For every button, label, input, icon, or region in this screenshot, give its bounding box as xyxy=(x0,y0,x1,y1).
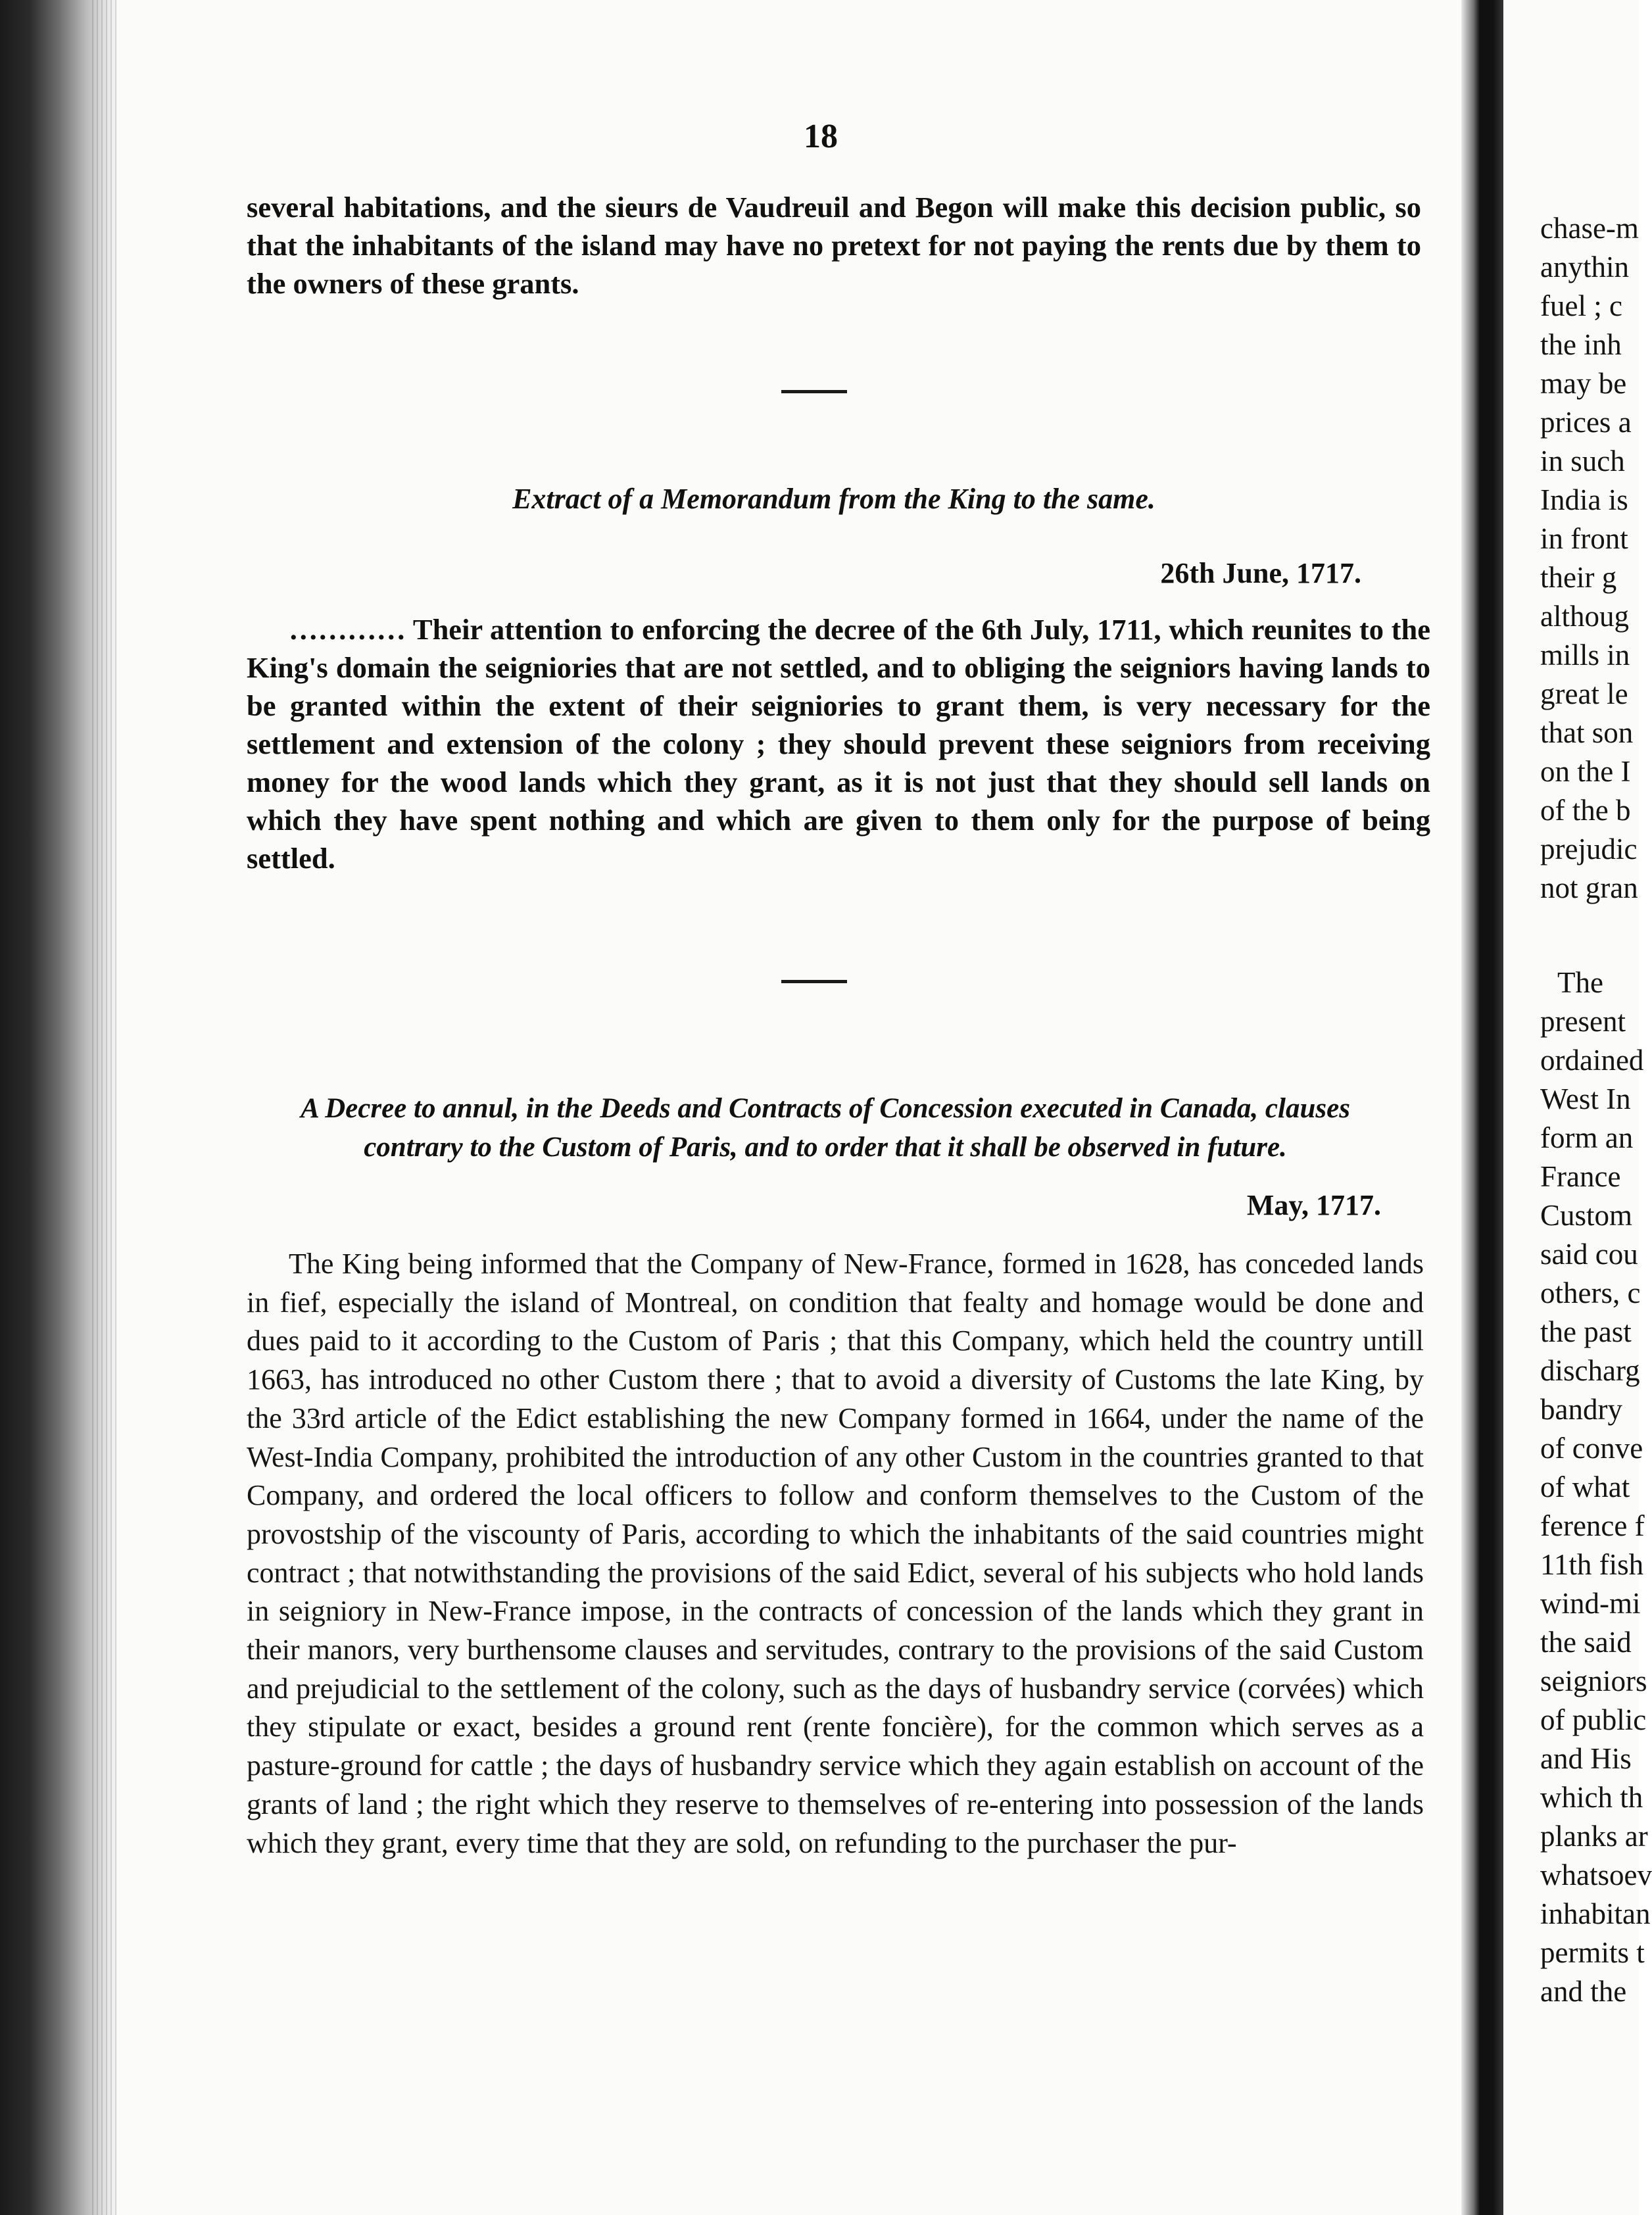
facing-page-line: of public xyxy=(1540,1703,1647,1736)
page-edges xyxy=(92,0,118,2215)
facing-page-line: fuel ; c xyxy=(1540,289,1622,322)
facing-page-line: not gran xyxy=(1540,871,1638,904)
facing-page-line: ordained xyxy=(1540,1044,1644,1077)
page-number: 18 xyxy=(804,118,838,155)
facing-page-line: the said xyxy=(1540,1626,1632,1659)
facing-page-line: permits t xyxy=(1540,1936,1645,1969)
facing-page-line: 11th fish xyxy=(1540,1548,1644,1581)
section-divider-1 xyxy=(781,390,847,393)
section1-date: 26th June, 1717. xyxy=(1160,557,1361,589)
section2-heading-line2: contrary to the Custom of Paris, and to order that it shall be observed in future. xyxy=(364,1132,1287,1163)
facing-page-line: prejudic xyxy=(1540,833,1638,865)
facing-page-line: bandry xyxy=(1540,1393,1622,1426)
facing-page-line: on the I xyxy=(1540,755,1631,788)
facing-page-line: in such xyxy=(1540,445,1625,477)
facing-page-line: great le xyxy=(1540,677,1628,710)
facing-page-line: Custom xyxy=(1540,1199,1633,1232)
facing-page-line: said cou xyxy=(1540,1238,1638,1271)
facing-page-line: The xyxy=(1557,966,1603,999)
facing-page-line: chase-m xyxy=(1540,212,1639,245)
facing-page-line: and His xyxy=(1540,1742,1632,1775)
facing-page-line: may be xyxy=(1540,367,1627,400)
facing-page-line: form an xyxy=(1540,1121,1634,1154)
facing-page-line: mills in xyxy=(1540,639,1630,671)
book-gutter xyxy=(1461,0,1503,2215)
facing-page-line: India is xyxy=(1540,483,1628,516)
facing-page-line: anythin xyxy=(1540,251,1629,283)
facing-page-line: planks ar xyxy=(1540,1820,1648,1853)
facing-page-line: althoug xyxy=(1540,600,1629,633)
section1-body xyxy=(247,610,1430,877)
facing-page-line: whatsoev xyxy=(1540,1859,1652,1891)
facing-page xyxy=(1503,0,1652,2215)
facing-page-line: of what xyxy=(1540,1471,1630,1503)
facing-page-line: France xyxy=(1540,1160,1621,1193)
facing-page-line: present xyxy=(1540,1005,1626,1038)
facing-page-line: the past xyxy=(1540,1315,1632,1348)
facing-page-line: inhabitan xyxy=(1540,1897,1651,1930)
facing-page-line: ference f xyxy=(1540,1509,1645,1542)
section2-body xyxy=(247,1245,1424,1862)
facing-page-line: of conve xyxy=(1540,1432,1643,1465)
facing-page-line: in front xyxy=(1540,522,1628,555)
section1-text: ………… Their attention to enforcing the decree of the 6th July, 1711, which reunites to the King's domain the seigniories that are not settled, and to obliging the seigniors having lands to be granted within the extent of their seigniories to grant them, is very necessary for the settlement and extension of the colony ; they should prevent these seigniors from receiving money for the wood lands which they grant, as it is not just that they should sell lands on which they have spent nothing and which are given to them only for the purpose of being settled. xyxy=(247,613,1430,875)
continuation-paragraph xyxy=(247,188,1421,303)
section1-heading: Extract of a Memorandum from the King to the same. xyxy=(512,483,1155,515)
facing-page-line: of the b xyxy=(1540,794,1631,827)
continuation-text: several habitations, and the sieurs de Vaudreuil and Begon will make this decision public, so that the inhabitants of the island may have no pretext for not paying the rents due by them to the owners of these grants. xyxy=(247,191,1421,300)
facing-page-line: their g xyxy=(1540,561,1617,594)
facing-page-line: which th xyxy=(1540,1781,1643,1814)
section-divider-2 xyxy=(781,980,847,983)
facing-page-line: and the xyxy=(1540,1975,1627,2008)
facing-page-line: that son xyxy=(1540,716,1634,749)
facing-page-line: the inh xyxy=(1540,328,1622,361)
facing-page-line: prices a xyxy=(1540,406,1632,439)
facing-page-line: discharg xyxy=(1540,1354,1640,1387)
section2-heading-line1: A Decree to annul, in the Deeds and Contracts of Concession executed in Canada, clauses xyxy=(301,1093,1350,1124)
facing-page-line: others, c xyxy=(1540,1277,1641,1309)
section2-date: May, 1717. xyxy=(1246,1189,1381,1221)
section2-text: The King being informed that the Company of New-France, formed in 1628, has conceded lands in fief, especially the island of Montreal, on condition that fealty and homage would be done and dues paid to it according to the Custom of Paris ; that this Company, which held the country untill 1663, has introduced no other Custom there ; that to avoid a diversity of Customs the late King, by the 33rd article of the Edict establishing the new Company formed in 1664, under the name of the West-India Company, prohibited the introduction of any other Custom in the countries granted to that Company, and ordered the local officers to follow and conform themselves to the Custom of the provostship of the viscounty of Paris, according to which the inhabitants of the said countries might contract ; that notwithstanding the provisions of the said Edict, several of his subjects who hold lands in seigniory in New-France impose, in the contracts of concession of the lands which they grant in their manors, very burthensome clauses and servitudes, contrary to the provisions of the said Custom and prejudicial to the settlement of the colony, such as the days of husbandry service (corvées) which they stipulate or exact, besides a ground rent (rente foncière), for the common which serves as a pasture-ground for cattle ; the days of husbandry service which they again establish on account of the grants of land ; the right which they reserve to themselves of re-entering into possession of the lands which they grant, every time that they are sold, on refunding to the purchaser the pur- xyxy=(247,1248,1424,1859)
facing-page-line: wind-mi xyxy=(1540,1587,1641,1620)
facing-page-line: West In xyxy=(1540,1083,1631,1115)
facing-page-line: seigniors xyxy=(1540,1665,1647,1697)
